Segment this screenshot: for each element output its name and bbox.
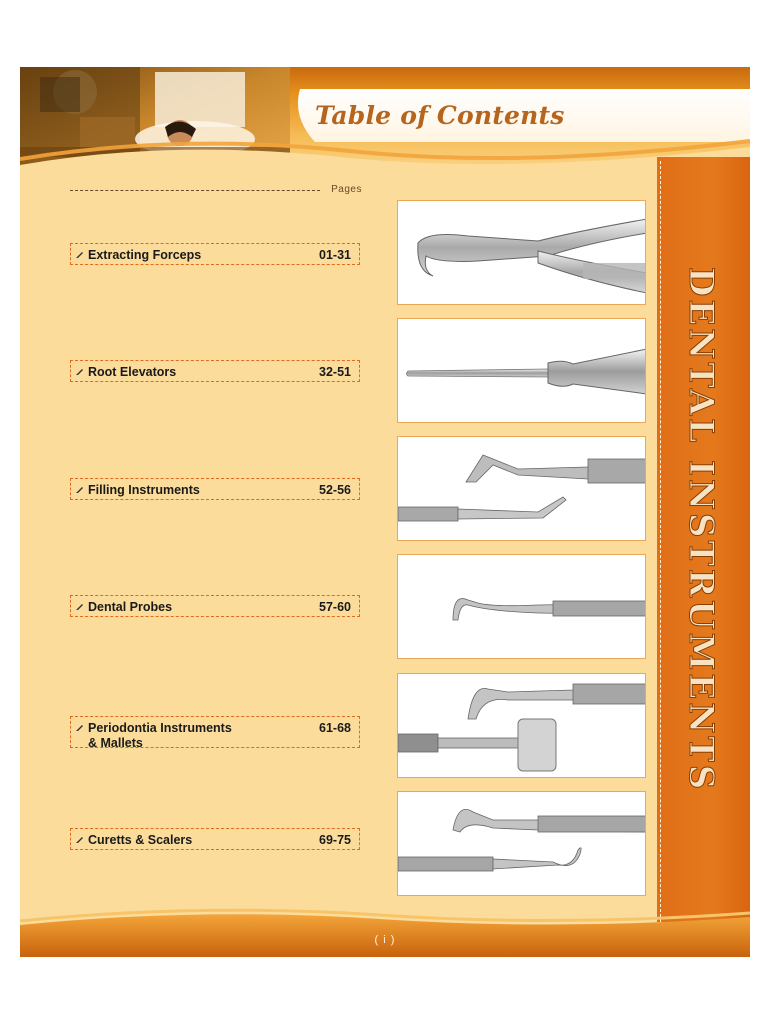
filling-instruments-image (398, 437, 646, 541)
toc-entry-dental-probes[interactable] (70, 595, 360, 617)
entry-pages: 57-60 (319, 600, 351, 614)
side-dotted-line (660, 161, 661, 922)
pencil-bullet-icon (76, 602, 84, 610)
entry-label: Dental Probes (88, 600, 173, 614)
photo-frame-elevator (397, 318, 646, 423)
entry-label: Curetts & Scalers (88, 833, 193, 847)
entry-label: Extracting Forceps (88, 248, 202, 262)
side-title-band (657, 157, 750, 922)
entry-label: Root Elevators (88, 365, 177, 379)
page-number: ( i ) (374, 934, 396, 946)
entry-pages: 32-51 (319, 365, 351, 379)
pencil-bullet-icon (76, 367, 84, 375)
entry-pages: 61-68 (319, 721, 351, 735)
root-elevator-image (398, 319, 646, 423)
photo-frame-periodontia (397, 673, 646, 778)
side-title: DENTAL INSTRUMENTS (681, 267, 721, 793)
toc-entry-filling-instruments[interactable] (70, 478, 360, 500)
catalog-page (20, 67, 750, 957)
pencil-bullet-icon (76, 250, 84, 258)
entry-pages: 69-75 (319, 833, 351, 847)
pencil-bullet-icon (76, 835, 84, 843)
pages-column-header (70, 184, 362, 198)
periodontia-mallet-image (398, 674, 646, 778)
entry-pages: 52-56 (319, 483, 351, 497)
header-banner (20, 67, 750, 182)
pages-label: Pages (331, 184, 362, 195)
curett-scaler-image (398, 792, 646, 896)
footer-wave (20, 907, 750, 957)
photo-frame-filling (397, 436, 646, 541)
entry-label: Filling Instruments (88, 483, 200, 497)
photo-frame-curetts (397, 791, 646, 896)
entry-pages: 01-31 (319, 248, 351, 262)
toc-entry-extracting-forceps[interactable] (70, 243, 360, 265)
dental-probe-image (398, 555, 646, 659)
dashed-leader-line (70, 190, 320, 191)
pencil-bullet-icon (76, 723, 84, 731)
toc-entry-curetts-scalers[interactable] (70, 828, 360, 850)
toc-entry-root-elevators[interactable] (70, 360, 360, 382)
toc-entry-periodontia-mallets[interactable] (70, 716, 360, 748)
pencil-bullet-icon (76, 485, 84, 493)
photo-frame-probe (397, 554, 646, 659)
entry-label: Periodontia Instruments & Mallets (88, 721, 232, 750)
page-title: Table of Contents (315, 101, 565, 130)
extracting-forceps-image (398, 201, 646, 305)
photo-frame-forceps (397, 200, 646, 305)
